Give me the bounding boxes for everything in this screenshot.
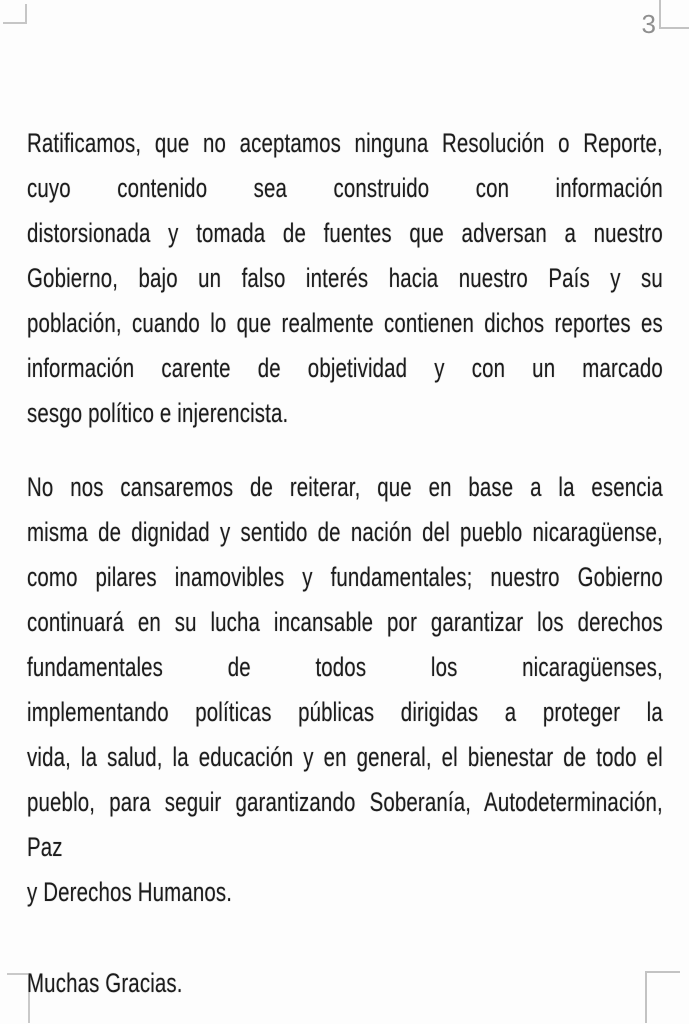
crop-mark-top-left-icon bbox=[3, 4, 27, 24]
text-line: fundamentales de todos los nicaragüenses, bbox=[27, 652, 663, 682]
text-line: como pilares inamovibles y fundamentales; nuestro Gobierno bbox=[27, 562, 663, 592]
text-line: distorsionada y tomada de fuentes que adversan a nuestro bbox=[27, 218, 663, 248]
document-text bbox=[27, 121, 663, 1006]
text-line: pueblo, para seguir garantizando Soberanía, Autodeterminación, Paz bbox=[27, 787, 663, 862]
paragraph-2 bbox=[27, 465, 663, 915]
text-line: No nos cansaremos de reiterar, que en base a la esencia bbox=[27, 472, 663, 502]
text-line: sesgo político e injerencista. bbox=[27, 398, 289, 428]
text-line: y Derechos Humanos. bbox=[27, 877, 233, 907]
text-line: implementando políticas públicas dirigidas a proteger la bbox=[27, 697, 663, 727]
text-line: Muchas Gracias. bbox=[27, 968, 183, 998]
text-line: Gobierno, bajo un falso interés hacia nuestro País y su bbox=[27, 263, 663, 293]
paragraph-1 bbox=[27, 121, 663, 436]
text-line: vida, la salud, la educación y en general, el bienestar de todo el bbox=[27, 742, 663, 772]
text-line: misma de dignidad y sentido de nación del pueblo nicaragüense, bbox=[27, 517, 663, 547]
text-line: Ratificamos, que no aceptamos ninguna Resolución o Reporte, bbox=[27, 128, 663, 158]
crop-mark-top-right-icon bbox=[659, 0, 689, 29]
text-line: población, cuando lo que realmente contienen dichos reportes es bbox=[27, 308, 663, 338]
text-line: cuyo contenido sea construido con información bbox=[27, 173, 663, 203]
text-line: información carente de objetividad y con un marcado bbox=[27, 353, 663, 383]
text-line: continuará en su lucha incansable por garantizar los derechos bbox=[27, 607, 663, 637]
page-number: 3 bbox=[641, 9, 656, 39]
paragraph-closing bbox=[27, 961, 663, 1006]
